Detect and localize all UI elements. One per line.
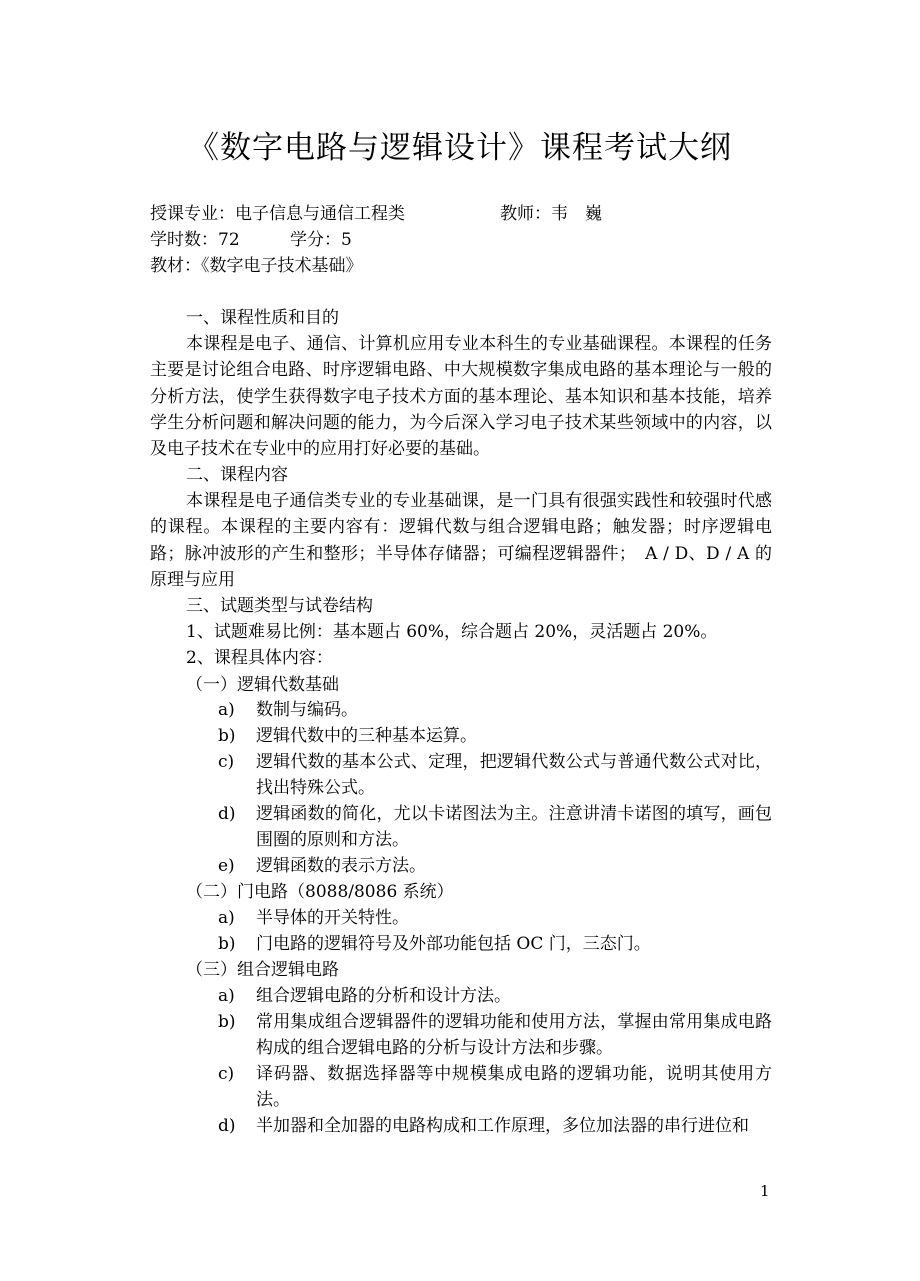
- section2-heading: 二、课程内容: [186, 465, 288, 485]
- list-item-text: 常用集成组合逻辑器件的逻辑功能和使用方法，掌握由常用集成电路构成的组合逻辑电路的分析与设计方法和步骤。: [256, 1012, 772, 1059]
- list-item: [218, 905, 772, 931]
- section1-body: 本课程是电子、通信、计算机应用专业本科生的专业基础课程。本课程的任务主要是讨论组合电路、时序逻辑电路、中大规模数字集成电路的基本理论与一般的分析方法，使学生获得数字电子技术方面的基本理论、基本知识和基本技能，培养学生分析问题和解决问题的能力，为今后深入学习电子技术某些领域中的内容，以及电子技术在专业中的应用打好必要的基础。: [150, 334, 772, 460]
- list-item-text: 逻辑函数的简化，尤以卡诺图法为主。注意讲清卡诺图的填写，画包围圈的原则和方法。: [256, 804, 772, 851]
- list-item-label: d): [218, 1116, 236, 1136]
- list-item-text: 逻辑代数中的三种基本运算。: [256, 726, 477, 746]
- list-item: [218, 723, 772, 749]
- list-item-label: b): [218, 934, 236, 954]
- teacher-label: 教师：韦 巍: [500, 204, 602, 224]
- list-item: [218, 983, 772, 1009]
- page-number: 1: [760, 1182, 770, 1200]
- list-item: [218, 1061, 772, 1114]
- list-item-label: c): [218, 1064, 235, 1084]
- content-heading: 2、课程具体内容：: [186, 648, 333, 668]
- list-item-label: a): [218, 908, 235, 928]
- major-label: 授课专业：电子信息与通信工程类: [150, 204, 405, 224]
- list-item-label: a): [218, 986, 235, 1006]
- list-item-label: e): [218, 856, 235, 876]
- section2-body: 本课程是电子通信类专业的专业基础课，是一门具有很强实践性和较强时代感的课程。本课程的主要内容有：逻辑代数与组合逻辑电路；触发器；时序逻辑电路；脉冲波形的产生和整形；半导体存储器；可编程逻辑器件； A / D、D / A 的原理与应用: [150, 491, 772, 590]
- section3-heading: 三、试题类型与试卷结构: [186, 596, 373, 616]
- textbook-label: 教材：《数字电子技术基础》: [150, 256, 363, 276]
- list-item-text: 门电路的逻辑符号及外部功能包括 OC 门，三态门。: [256, 934, 651, 954]
- list-item-text: 逻辑代数的基本公式、定理，把逻辑代数公式与普通代数公式对比，找出特殊公式。: [256, 752, 772, 799]
- list-item: [218, 931, 772, 957]
- list-item-label: d): [218, 804, 236, 824]
- list-item: [218, 853, 772, 879]
- list-item-text: 译码器、数据选择器等中规模集成电路的逻辑功能，说明其使用方法。: [256, 1064, 772, 1111]
- list-item-label: a): [218, 700, 235, 720]
- chapter-title: （一）逻辑代数基础: [186, 675, 339, 695]
- list-item: [218, 801, 772, 854]
- section1-heading: 一、课程性质和目的: [186, 308, 339, 328]
- difficulty-ratio: 1、试题难易比例：基本题占 60%，综合题占 20%，灵活题占 20%。: [186, 622, 718, 642]
- document-title: 《数字电路与逻辑设计》课程考试大纲: [188, 130, 732, 166]
- list-item-text: 数制与编码。: [256, 700, 358, 720]
- list-item: [218, 749, 772, 802]
- list-item: [218, 1113, 772, 1139]
- list-item: [218, 1009, 772, 1062]
- list-item-label: c): [218, 752, 235, 772]
- list-item-label: b): [218, 726, 236, 746]
- list-item-label: b): [218, 1012, 236, 1032]
- list-item-text: 组合逻辑电路的分析和设计方法。: [256, 986, 511, 1006]
- list-item: [218, 697, 772, 723]
- list-item-text: 逻辑函数的表示方法。: [256, 856, 426, 876]
- chapter-title: （三）组合逻辑电路: [186, 960, 339, 980]
- list-item-text: 半加器和全加器的电路构成和工作原理，多位加法器的串行进位和: [256, 1116, 749, 1136]
- hours-label: 学时数：72: [150, 230, 240, 250]
- chapter-title: （二）门电路（8088/8086 系统）: [186, 882, 454, 902]
- list-item-text: 半导体的开关特性。: [256, 908, 409, 928]
- credits-label: 学分：5: [290, 230, 352, 250]
